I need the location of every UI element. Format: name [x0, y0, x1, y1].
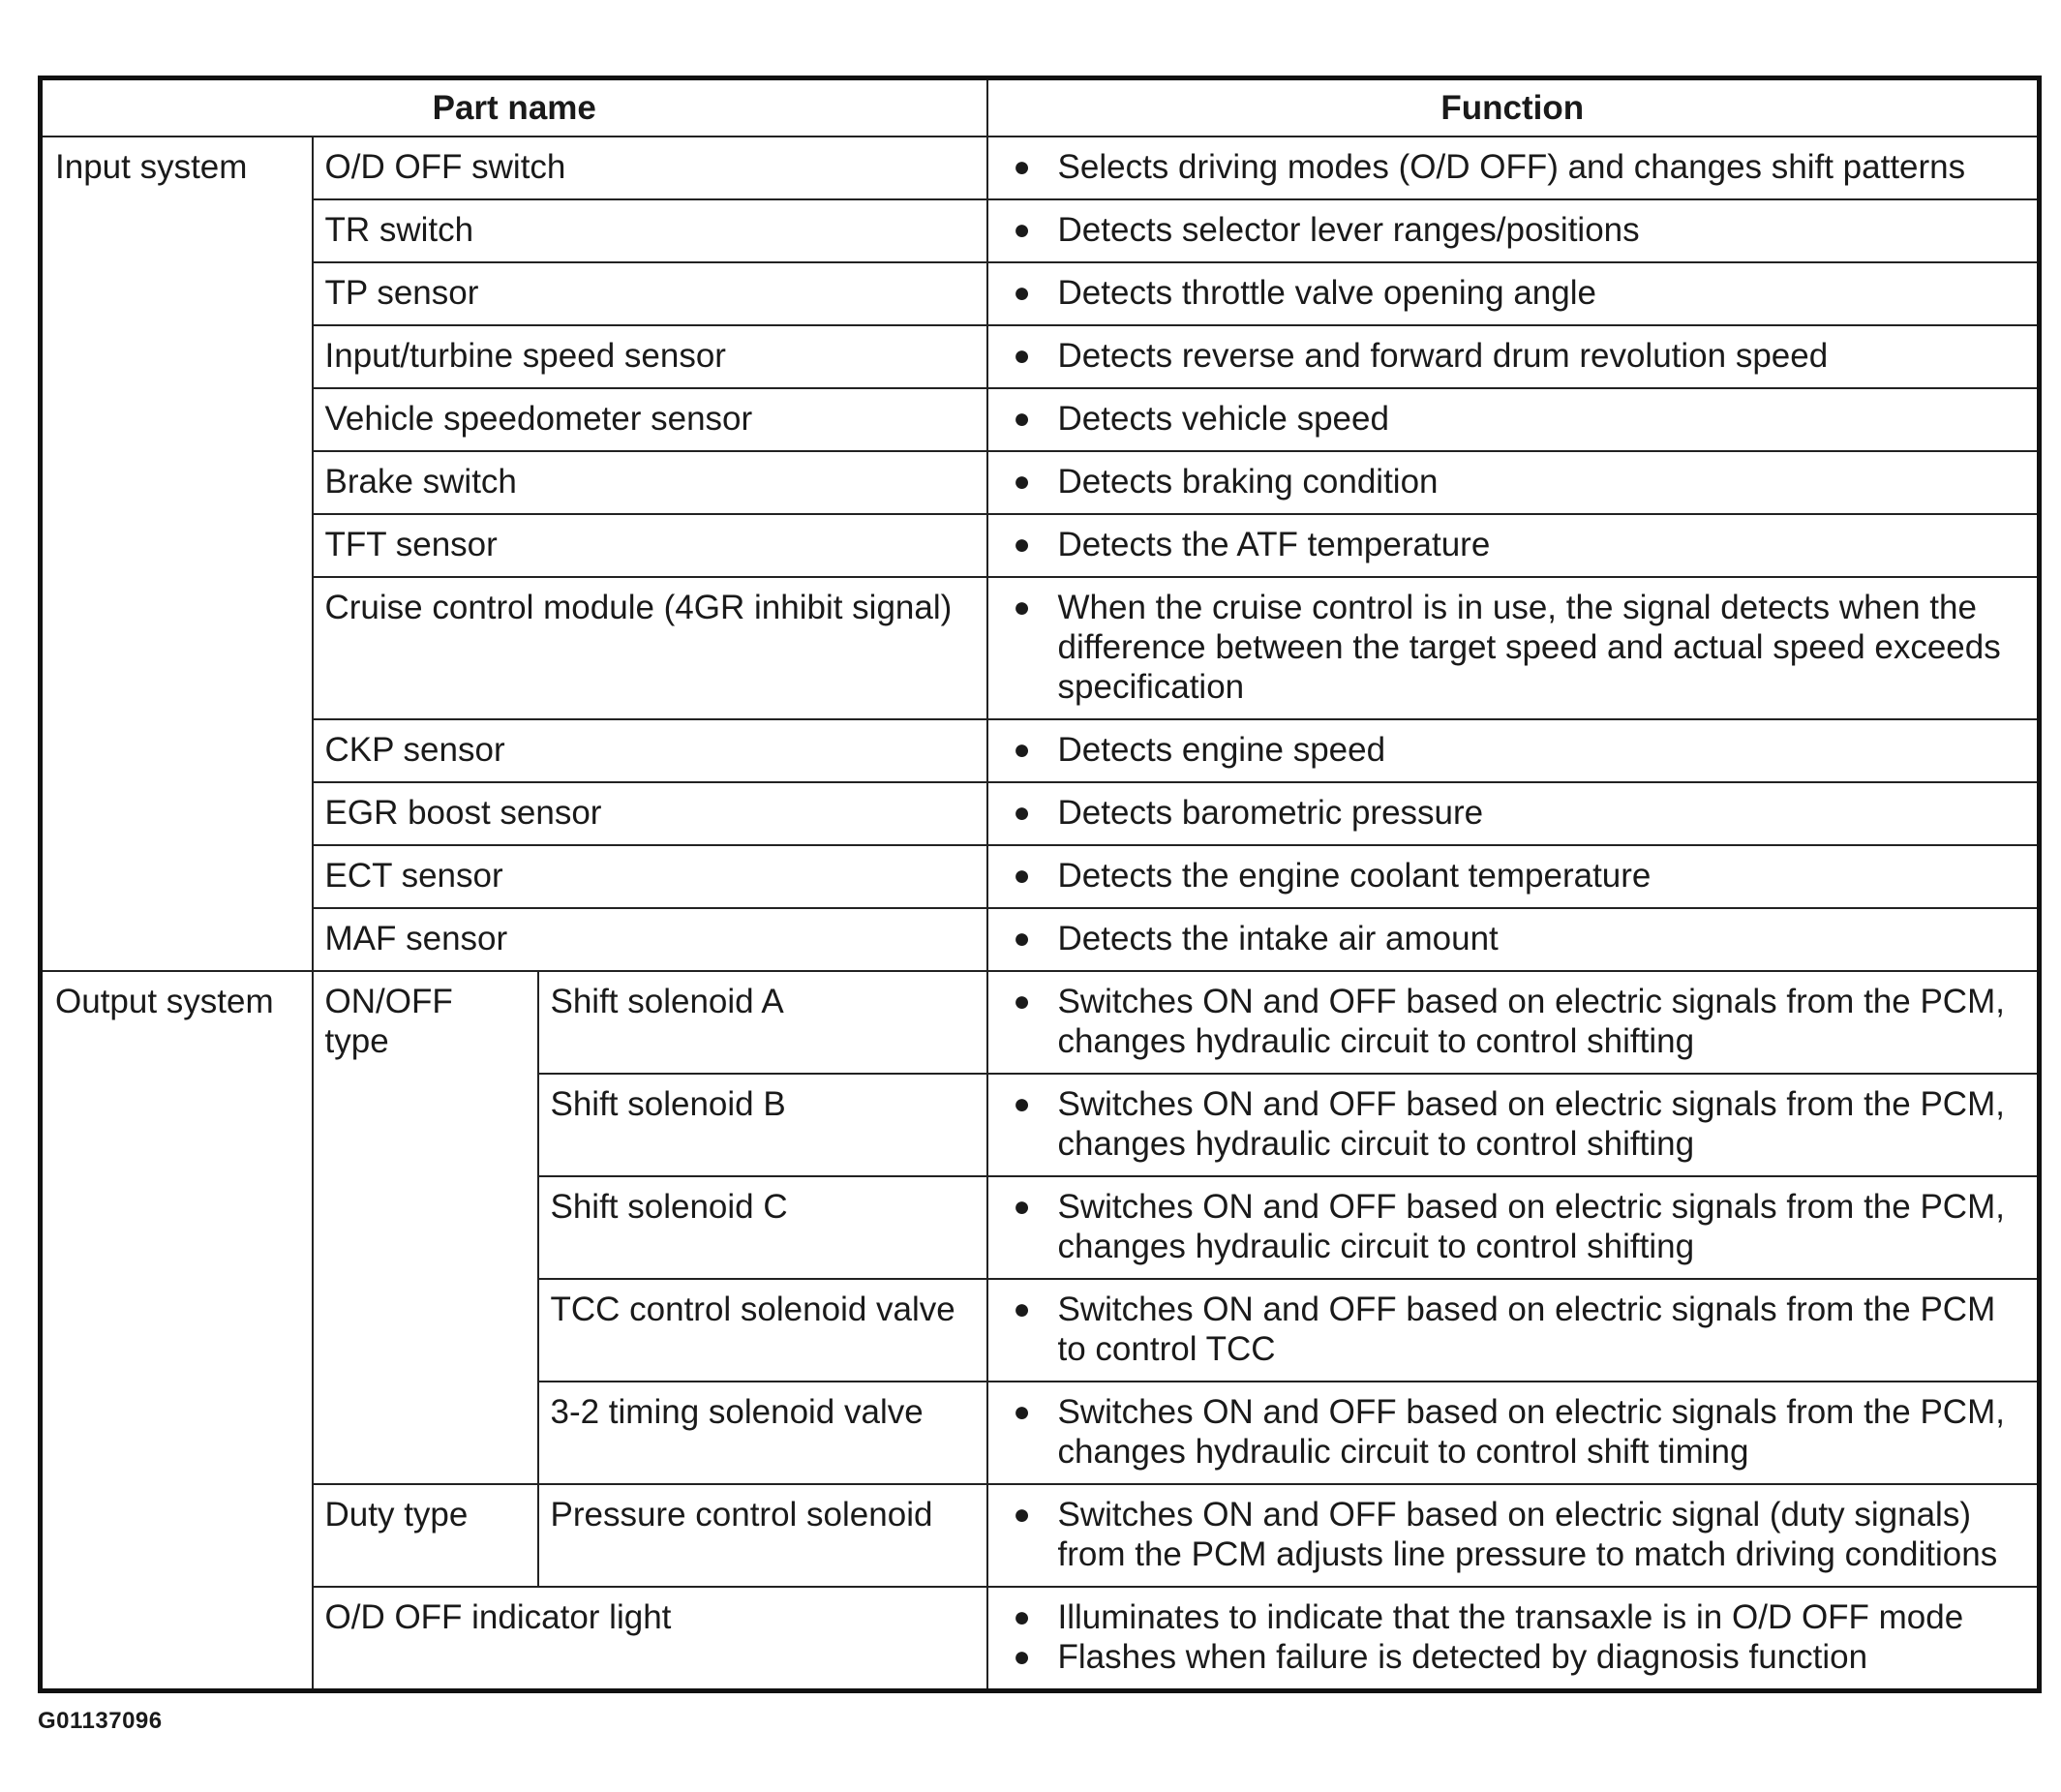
table-row — [41, 719, 2040, 782]
part-name-cell: EGR boost sensor — [313, 782, 987, 845]
part-name-cell: Brake switch — [313, 451, 987, 514]
function-cell — [987, 388, 2040, 451]
part-name-cell: Vehicle speedometer sensor — [313, 388, 987, 451]
table-row — [41, 388, 2040, 451]
function-item — [1014, 273, 2022, 313]
function-item — [1014, 588, 2022, 707]
bullet-icon: ● — [1013, 403, 1031, 435]
function-cell — [987, 577, 2040, 719]
part-name-cell: TR switch — [313, 199, 987, 262]
part-name-cell: TP sensor — [313, 262, 987, 325]
function-text: Switches ON and OFF based on electric signals from the PCM, changes hydraulic circuit to control shifting — [1057, 1085, 2005, 1163]
function-item — [1014, 1392, 2022, 1472]
function-text: Switches ON and OFF based on electric signals from the PCM, changes hydraulic circuit to control shift timing — [1057, 1393, 2005, 1471]
output-system-label: Output system — [41, 971, 313, 1691]
function-item — [1014, 1187, 2022, 1266]
function-cell — [987, 719, 2040, 782]
part-name-cell: Shift solenoid C — [538, 1176, 987, 1279]
part-name-cell: O/D OFF switch — [313, 137, 987, 199]
function-item — [1014, 1495, 2022, 1574]
function-item — [1014, 1597, 2022, 1637]
part-name-cell: Shift solenoid A — [538, 971, 987, 1074]
function-text: Switches ON and OFF based on electric signals from the PCM to control TCC — [1057, 1291, 1996, 1368]
function-text: Selects driving modes (O/D OFF) and changes shift patterns — [1057, 148, 1966, 186]
table-row — [41, 782, 2040, 845]
function-text: Illuminates to indicate that the transaxle is in O/D OFF mode — [1057, 1598, 1964, 1636]
bullet-icon: ● — [1013, 1088, 1031, 1120]
function-cell — [987, 782, 2040, 845]
function-item — [1014, 1637, 2022, 1677]
function-cell — [987, 971, 2040, 1074]
bullet-icon: ● — [1013, 734, 1031, 766]
bullet-icon: ● — [1013, 151, 1031, 183]
bullet-icon: ● — [1013, 923, 1031, 955]
function-text: Switches ON and OFF based on electric signals from the PCM, changes hydraulic circuit to control shifting — [1057, 1188, 2005, 1265]
part-name-cell: Shift solenoid B — [538, 1074, 987, 1176]
bullet-icon: ● — [1013, 1499, 1031, 1531]
bullet-icon: ● — [1013, 1396, 1031, 1428]
function-text: Detects barometric pressure — [1057, 794, 1484, 832]
function-item — [1014, 525, 2022, 564]
duty-type-label: Duty type — [313, 1484, 538, 1587]
table-row — [41, 137, 2040, 199]
bullet-icon: ● — [1013, 1601, 1031, 1633]
bullet-icon: ● — [1013, 529, 1031, 561]
function-text: Flashes when failure is detected by diagnosis function — [1057, 1638, 1868, 1676]
table-row — [41, 199, 2040, 262]
bullet-icon: ● — [1013, 466, 1031, 498]
table-row — [41, 451, 2040, 514]
function-item — [1014, 462, 2022, 501]
table-row — [41, 908, 2040, 971]
function-text: Switches ON and OFF based on electric signals from the PCM, changes hydraulic circuit to control shifting — [1057, 983, 2005, 1060]
bullet-icon: ● — [1013, 592, 1031, 623]
function-item — [1014, 730, 2022, 770]
function-item — [1014, 919, 2022, 958]
bullet-icon: ● — [1013, 277, 1031, 309]
bullet-icon: ● — [1013, 214, 1031, 246]
bullet-icon: ● — [1013, 986, 1031, 1017]
part-name-cell: Cruise control module (4GR inhibit signal) — [313, 577, 987, 719]
header-part-name: Part name — [41, 78, 987, 137]
function-item — [1014, 1290, 2022, 1369]
function-cell — [987, 325, 2040, 388]
table-row — [41, 971, 2040, 1074]
table-row — [41, 845, 2040, 908]
function-text: Detects reverse and forward drum revolution speed — [1057, 337, 1829, 375]
function-item — [1014, 147, 2022, 187]
function-cell — [987, 1382, 2040, 1484]
function-text: Detects the intake air amount — [1057, 920, 1499, 957]
table-row — [41, 577, 2040, 719]
part-name-cell: O/D OFF indicator light — [313, 1587, 987, 1691]
function-cell — [987, 262, 2040, 325]
function-text: Detects the engine coolant temperature — [1057, 857, 1652, 895]
function-item — [1014, 399, 2022, 439]
part-name-cell: CKP sensor — [313, 719, 987, 782]
function-text: Detects throttle valve opening angle — [1057, 274, 1596, 312]
bullet-icon: ● — [1013, 797, 1031, 829]
function-cell — [987, 908, 2040, 971]
bullet-icon: ● — [1013, 1641, 1031, 1673]
function-item — [1014, 856, 2022, 896]
function-cell — [987, 845, 2040, 908]
header-function: Function — [987, 78, 2040, 137]
bullet-icon: ● — [1013, 1191, 1031, 1223]
table-row — [41, 1587, 2040, 1691]
function-text: Detects selector lever ranges/positions — [1057, 211, 1640, 249]
part-name-cell: 3-2 timing solenoid valve — [538, 1382, 987, 1484]
bullet-icon: ● — [1013, 1293, 1031, 1325]
function-text: Detects engine speed — [1057, 731, 1386, 769]
function-text: Detects the ATF temperature — [1057, 526, 1491, 563]
function-item — [1014, 1084, 2022, 1164]
part-name-cell: ECT sensor — [313, 845, 987, 908]
function-item — [1014, 793, 2022, 833]
function-item — [1014, 210, 2022, 250]
table-row — [41, 1484, 2040, 1587]
on-off-type-label: ON/OFF type — [313, 971, 538, 1484]
function-cell — [987, 1176, 2040, 1279]
bullet-icon: ● — [1013, 340, 1031, 372]
table-body — [41, 137, 2040, 1691]
table-row — [41, 514, 2040, 577]
function-cell — [987, 1587, 2040, 1691]
function-cell — [987, 1484, 2040, 1587]
function-text: Detects vehicle speed — [1057, 400, 1389, 438]
bullet-icon: ● — [1013, 860, 1031, 892]
function-cell — [987, 137, 2040, 199]
function-cell — [987, 1074, 2040, 1176]
function-cell — [987, 199, 2040, 262]
header-row — [41, 78, 2040, 137]
table-row — [41, 262, 2040, 325]
function-text: When the cruise control is in use, the signal detects when the difference between the target speed and actual speed exceeds specification — [1057, 589, 2001, 706]
parts-function-table — [38, 76, 2042, 1693]
table-row — [41, 325, 2040, 388]
function-cell — [987, 451, 2040, 514]
part-name-cell: Pressure control solenoid — [538, 1484, 987, 1587]
part-name-cell: Input/turbine speed sensor — [313, 325, 987, 388]
part-name-cell: MAF sensor — [313, 908, 987, 971]
input-system-label: Input system — [41, 137, 313, 971]
part-name-cell: TFT sensor — [313, 514, 987, 577]
function-text: Detects braking condition — [1057, 463, 1439, 501]
figure-id: G01137096 — [38, 1708, 163, 1734]
function-item — [1014, 982, 2022, 1061]
part-name-cell: TCC control solenoid valve — [538, 1279, 987, 1382]
function-cell — [987, 1279, 2040, 1382]
function-text: Switches ON and OFF based on electric signal (duty signals) from the PCM adjusts line pressure to match driving conditions — [1057, 1496, 1998, 1573]
function-item — [1014, 336, 2022, 376]
function-cell — [987, 514, 2040, 577]
